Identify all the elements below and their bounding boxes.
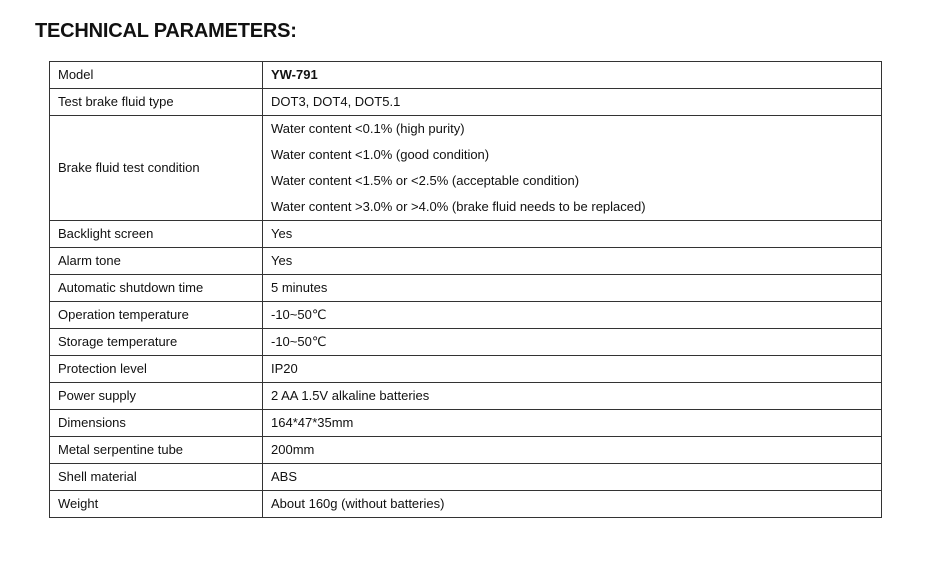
row-label: Brake fluid test condition — [50, 116, 263, 221]
row-label: Alarm tone — [50, 248, 263, 275]
row-value: 200mm — [263, 437, 882, 464]
table-row — [50, 275, 882, 302]
row-value: Yes — [263, 221, 882, 248]
table-row — [50, 62, 882, 89]
table-row — [50, 383, 882, 410]
condition-line: Water content >3.0% or >4.0% (brake fluid needs to be replaced) — [271, 199, 646, 214]
row-label: Operation temperature — [50, 302, 263, 329]
table-row — [50, 302, 882, 329]
condition-line: Water content <1.5% or <2.5% (acceptable condition) — [271, 173, 580, 188]
row-label: Test brake fluid type — [50, 89, 263, 116]
row-value: About 160g (without batteries) — [263, 491, 882, 518]
row-label: Shell material — [50, 464, 263, 491]
condition-line: Water content <1.0% (good condition) — [271, 147, 490, 162]
row-label: Dimensions — [50, 410, 263, 437]
condition-line: Water content <0.1% (high purity) — [271, 121, 465, 136]
row-label: Protection level — [50, 356, 263, 383]
row-value: Yes — [263, 248, 882, 275]
row-value-multiline — [263, 116, 882, 221]
row-label: Storage temperature — [50, 329, 263, 356]
table-row — [50, 437, 882, 464]
page-title: TECHNICAL PARAMETERS: — [35, 20, 297, 42]
table-row — [50, 356, 882, 383]
table-row — [50, 464, 882, 491]
technical-parameters-table — [49, 61, 882, 518]
row-value: 2 AA 1.5V alkaline batteries — [263, 383, 882, 410]
table-row — [50, 248, 882, 275]
row-label: Metal serpentine tube — [50, 437, 263, 464]
table-row — [50, 221, 882, 248]
row-value: 5 minutes — [263, 275, 882, 302]
row-value: IP20 — [263, 356, 882, 383]
table-row — [50, 491, 882, 518]
row-value: YW-791 — [263, 62, 882, 89]
row-value: ABS — [263, 464, 882, 491]
row-label: Backlight screen — [50, 221, 263, 248]
row-label: Automatic shutdown time — [50, 275, 263, 302]
row-value: 164*47*35mm — [263, 410, 882, 437]
table-row — [50, 410, 882, 437]
table-row — [50, 89, 882, 116]
row-label: Power supply — [50, 383, 263, 410]
row-value: DOT3, DOT4, DOT5.1 — [263, 89, 882, 116]
table-row — [50, 329, 882, 356]
row-value: -10~50℃ — [263, 302, 882, 329]
table-row — [50, 116, 882, 221]
row-value: -10~50℃ — [263, 329, 882, 356]
row-label: Model — [50, 62, 263, 89]
row-label: Weight — [50, 491, 263, 518]
